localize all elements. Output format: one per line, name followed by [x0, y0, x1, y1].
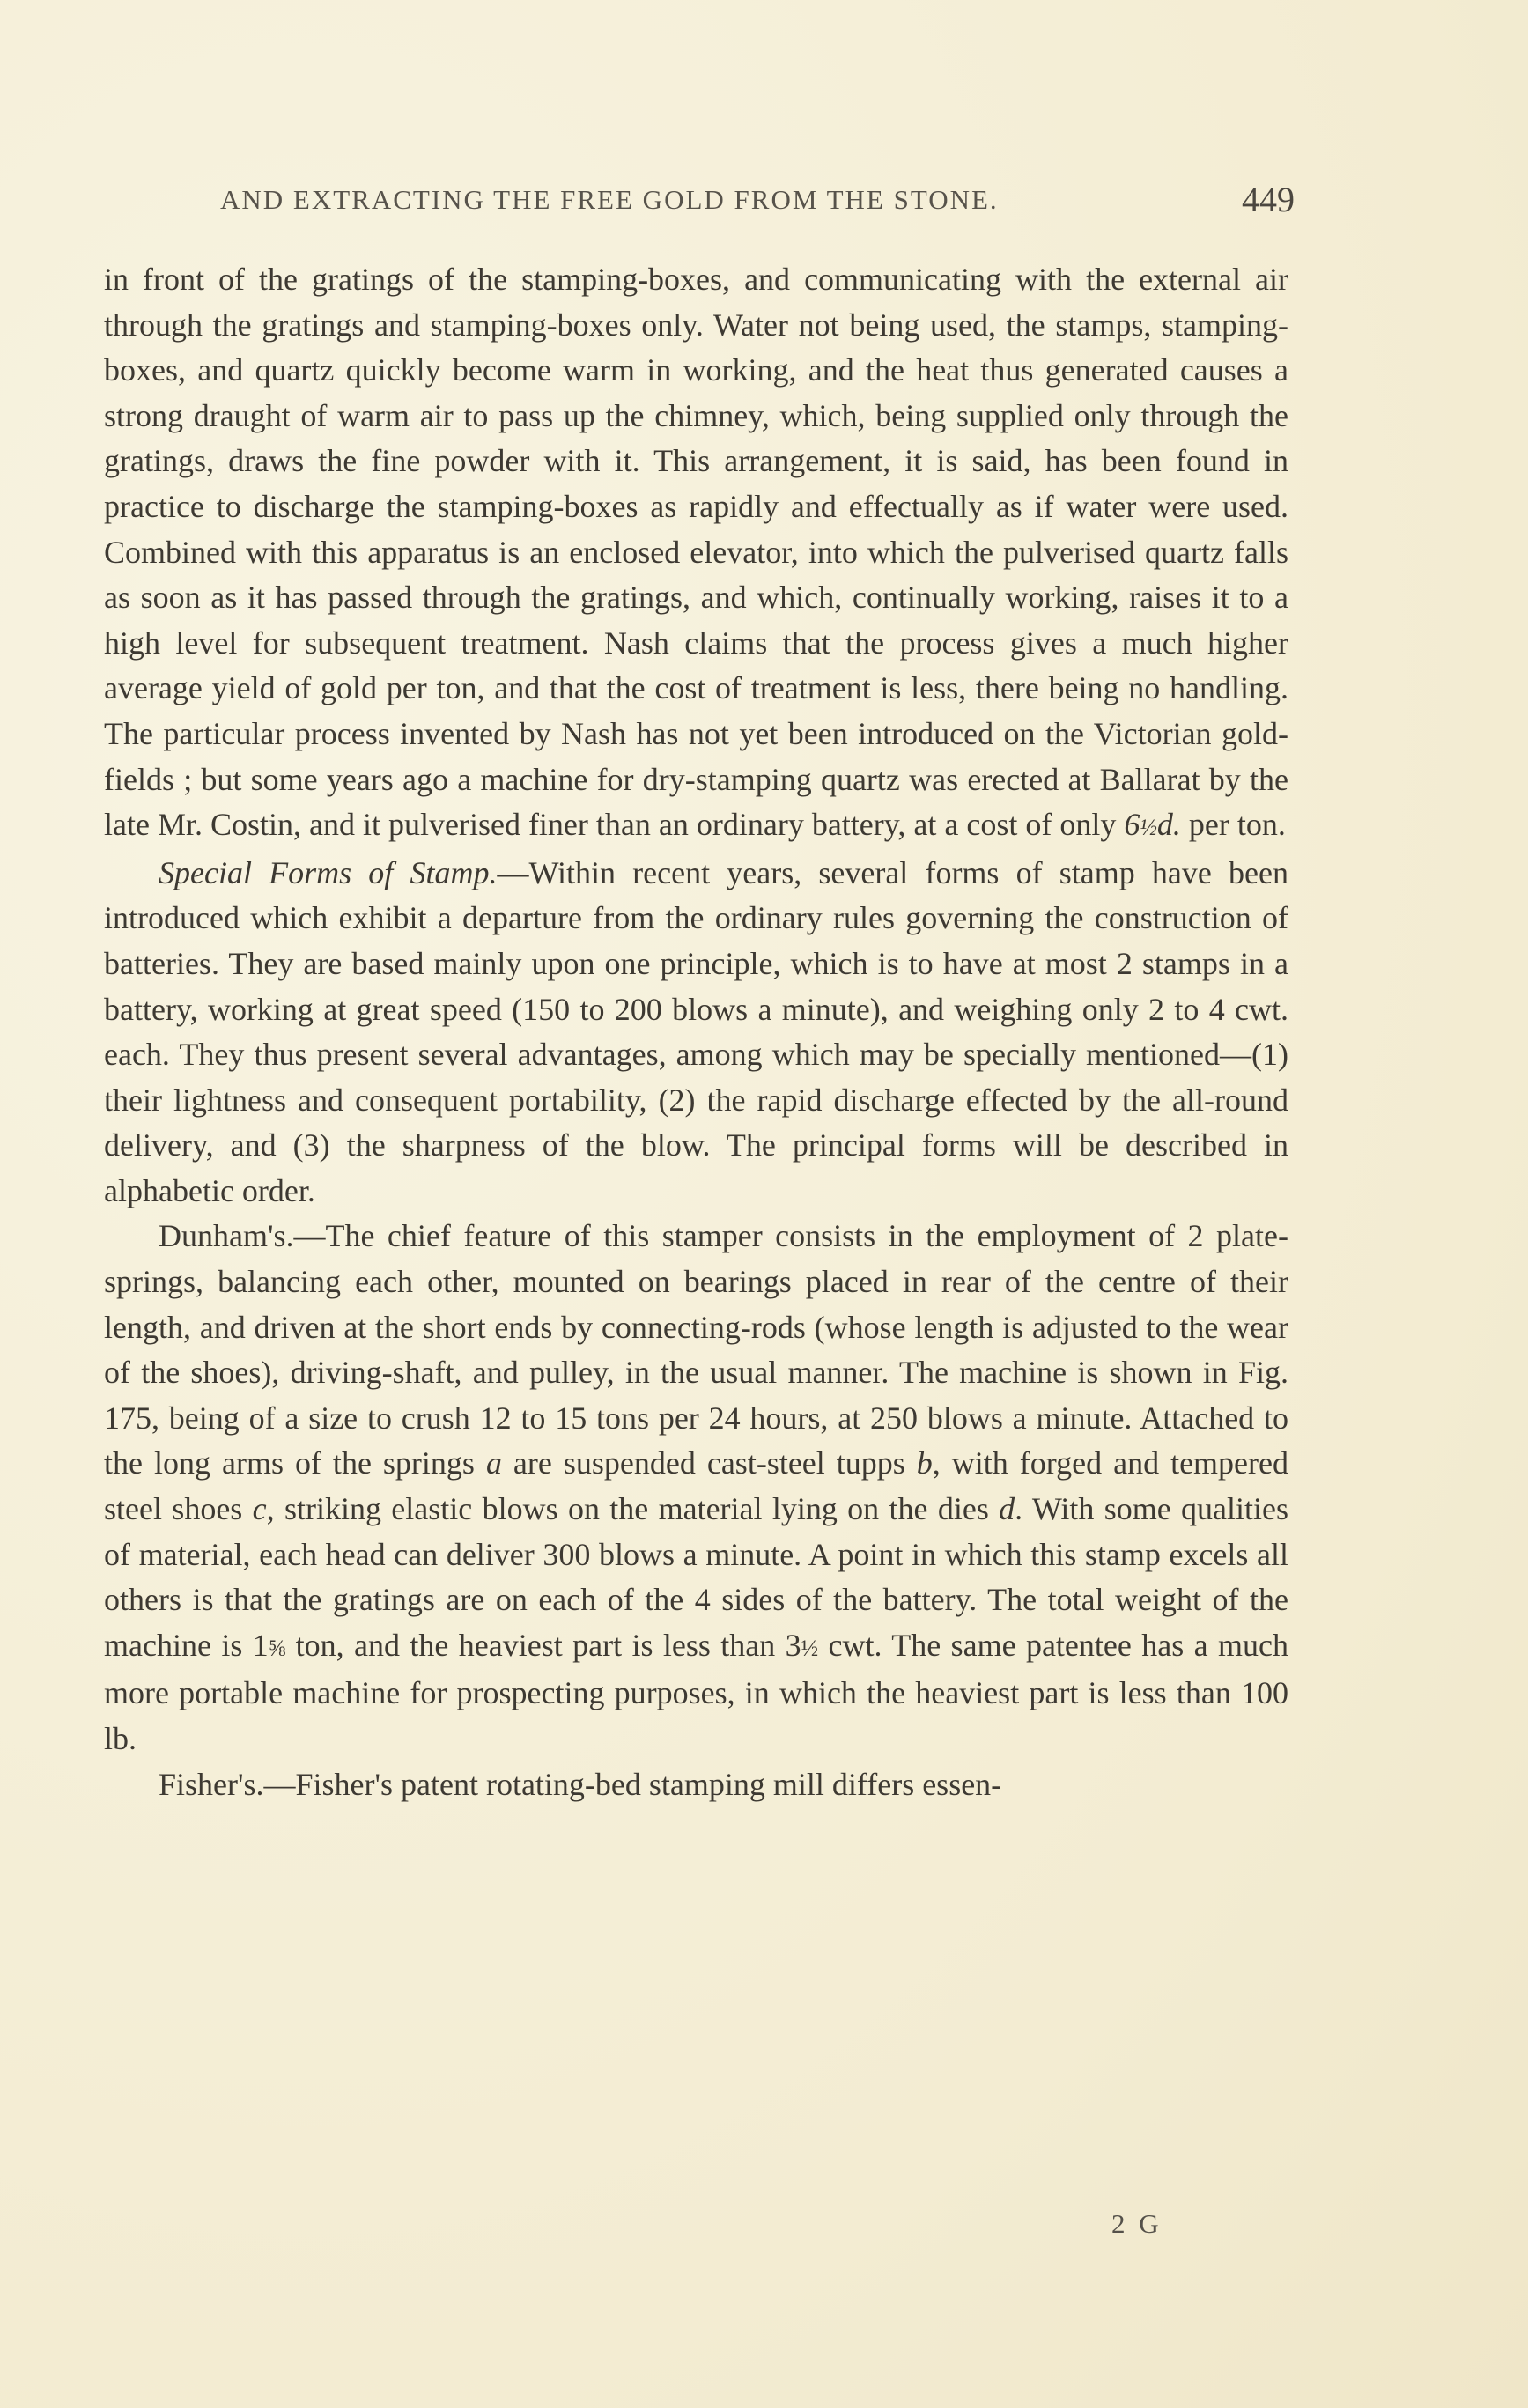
body-text: [104, 257, 1288, 1807]
paragraph-text-end: per ton.: [1180, 807, 1286, 843]
signature-mark: 2 G: [1111, 2208, 1163, 2239]
page-number: 449: [1242, 180, 1295, 219]
page-header: [220, 181, 1303, 225]
figure-letter-d: d: [999, 1491, 1015, 1527]
paragraph-text: —Within recent years, several forms of stamp have been introduced which exhibit a departure from the ordinary rules governing the construction of batteries. They are based mainly upon one principle, which is to have at most 2 stamps in a battery, working at great speed (150 to 200 blows a minute), and weighing only 2 to 4 cwt. each. They thus present several advantages, among which may be specially mentioned—(1) their lightness and consequent portability, (2) the rapid discharge effected by the all-round delivery, and (3) the sharpness of the blow. The principal forms will be described in alphabetic order.: [104, 854, 1288, 1208]
section-heading: Special Forms of Stamp.: [159, 854, 498, 890]
part-weight: 3½: [785, 1627, 819, 1663]
paragraph-fishers: [104, 1762, 1288, 1808]
paragraph-nash-process: [104, 257, 1288, 851]
machine-weight: 1⅝: [252, 1627, 286, 1663]
figure-letter-b: b: [916, 1445, 933, 1481]
running-head: AND EXTRACTING THE FREE GOLD FROM THE STONE.: [220, 184, 999, 215]
paragraph-special-forms: [104, 851, 1288, 1215]
figure-letter-c: c: [252, 1491, 267, 1527]
figure-letter-a: a: [485, 1445, 502, 1481]
paragraph-text: Fisher's.—Fisher's patent rotating-bed stamping mill differs essen-: [159, 1766, 1002, 1802]
cost-value: 6½d.: [1124, 807, 1181, 843]
paragraph-text: in front of the gratings of the stamping-boxes, and communicating with the external air through the gratings and stamping-boxes only. Water not being used, the stamps, stamping-boxes, and quartz quickly become warm in working, and the heat thus generated causes a strong draught of warm air to pass up the chimney, which, being supplied only through the gratings, draws the fine powder with it. This arrangement, it is said, has been found in practice to discharge the stamping-boxes as rapidly and effectually as if water were used. Combined with this apparatus is an enclosed elevator, into which the pulverised quartz falls as soon as it has passed through the gratings, and which, continually working, raises it to a high level for subsequent treatment. Nash claims that the process gives a much higher average yield of gold per ton, and that the cost of treatment is less, there being no handling. The particular process invented by Nash has not yet been introduced on the Victorian gold-fields ; but some years ago a machine for dry-stamping quartz was erected at Ballarat by the late Mr. Costin, and it pulverised finer than an ordinary battery, at a cost of only: [104, 262, 1288, 843]
paragraph-dunhams: Dunham's.—The chief feature of this stamper consists in the employment of 2 plate-springs, balancing each other, mounted on bearings placed in rear of the centre of their length, and driven at the short ends by connecting-rods (whose length is adjusted to the wear of the shoes), driving-shaft, and pulley, in the usual manner. The machine is shown in Fig. 175, being of a size to crush 12 to 15 tons per 24 hours, at 250 blows a minute. Attached to the long arms of the springs a are suspended cast-steel tupps b, with forged and tempered steel shoes c, striking elastic blows on the material lying on the dies d. With some qualities of material, each head can deliver 300 blows a minute. A point in which this stamp excels all others is that the gratings are on each of the 4 sides of the battery. The total weight of the machine is 1⅝ ton, and the heaviest part is less than 3½ cwt. The same patentee has a much more portable machine for prospecting purposes, in which the heaviest part is less than 100 lb.: [104, 1218, 1289, 1756]
